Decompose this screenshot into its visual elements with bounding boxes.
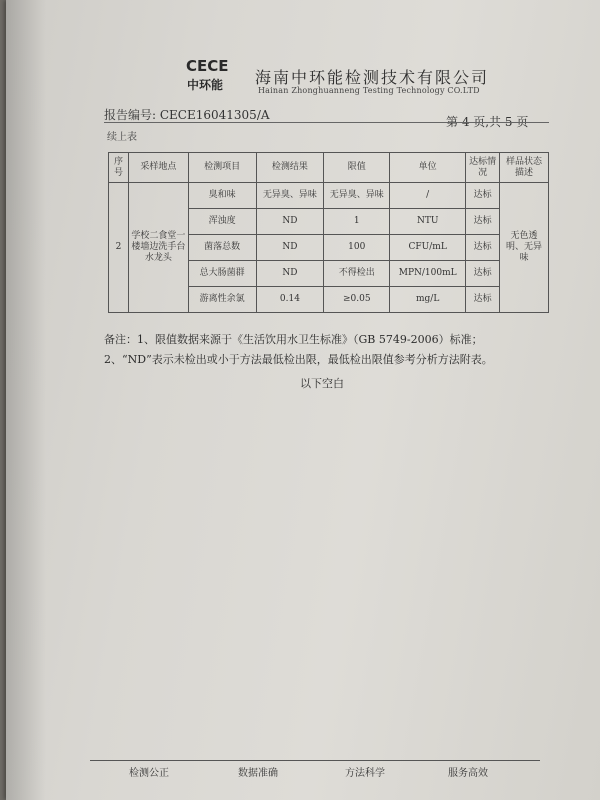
note-1: 备注：1、限值数据来源于《生活饮用水卫生标准》（GB 5749-2006）标准； [104,333,483,346]
cell-sample-state: 无色透明、无异味 [500,183,549,313]
logo-code: CECE [186,57,229,75]
header-divider [104,122,549,123]
cell-result: ND [256,261,324,287]
cell-unit: mg/L [390,287,466,313]
cell-limit: 不得检出 [324,261,390,287]
company-name-chinese: 海南中环能检测技术有限公司 [255,68,490,87]
footer-slogan: 检测公正 [129,768,169,779]
footer-slogan: 服务高效 [448,768,488,779]
cell-limit: 1 [324,209,390,235]
table-row [109,183,549,209]
cell-unit: MPN/100mL [390,261,466,287]
note-2: 2、“ND”表示未检出或小于方法最低检出限，最低检出限值参考分析方法附表。 [104,353,493,366]
cell-unit: / [390,183,466,209]
header-item: 检测项目 [188,153,256,183]
cell-limit: ≥0.05 [324,287,390,313]
header-result: 检测结果 [256,153,324,183]
cell-item: 浑浊度 [188,209,256,235]
header-location: 采样地点 [128,153,188,183]
cell-unit: CFU/mL [390,235,466,261]
cell-unit: NTU [390,209,466,235]
cell-item: 臭和味 [188,183,256,209]
blank-below-label: 以下空白 [300,377,344,390]
cell-status: 达标 [466,235,500,261]
cell-item: 菌落总数 [188,235,256,261]
test-results-table [108,152,549,313]
report-number: 报告编号: CECE16041305/A [104,108,270,122]
footer-divider [90,760,540,761]
cell-result: ND [256,209,324,235]
page-binding-shadow [6,0,46,800]
cell-seq: 2 [109,183,129,313]
footer-slogan: 方法科学 [345,768,385,779]
cell-limit: 无异臭、异味 [324,183,390,209]
header-status: 达标情况 [466,153,500,183]
notes [104,330,493,370]
cell-status: 达标 [466,287,500,313]
cell-result: 0.14 [256,287,324,313]
cell-location: 学校二食堂一楼墙边洗手台水龙头 [128,183,188,313]
header-seq: 序号 [109,153,129,183]
cell-result: 无异臭、异味 [256,183,324,209]
footer-slogan: 数据准确 [238,768,278,779]
header-limit: 限值 [324,153,390,183]
page-number: 第 4 页,共 5 页 [446,115,529,129]
header-unit: 单位 [390,153,466,183]
continued-label: 续上表 [107,132,137,143]
cell-item: 总大肠菌群 [188,261,256,287]
cell-status: 达标 [466,261,500,287]
cell-status: 达标 [466,209,500,235]
cell-status: 达标 [466,183,500,209]
header-sample-state: 样品状态描述 [500,153,549,183]
cell-item: 游离性余氯 [188,287,256,313]
logo-chinese: 中环能 [187,78,224,92]
company-name-english: Hainan Zhonghuanneng Testing Technology CO.LTD [258,86,480,95]
cell-limit: 100 [324,235,390,261]
cell-result: ND [256,235,324,261]
